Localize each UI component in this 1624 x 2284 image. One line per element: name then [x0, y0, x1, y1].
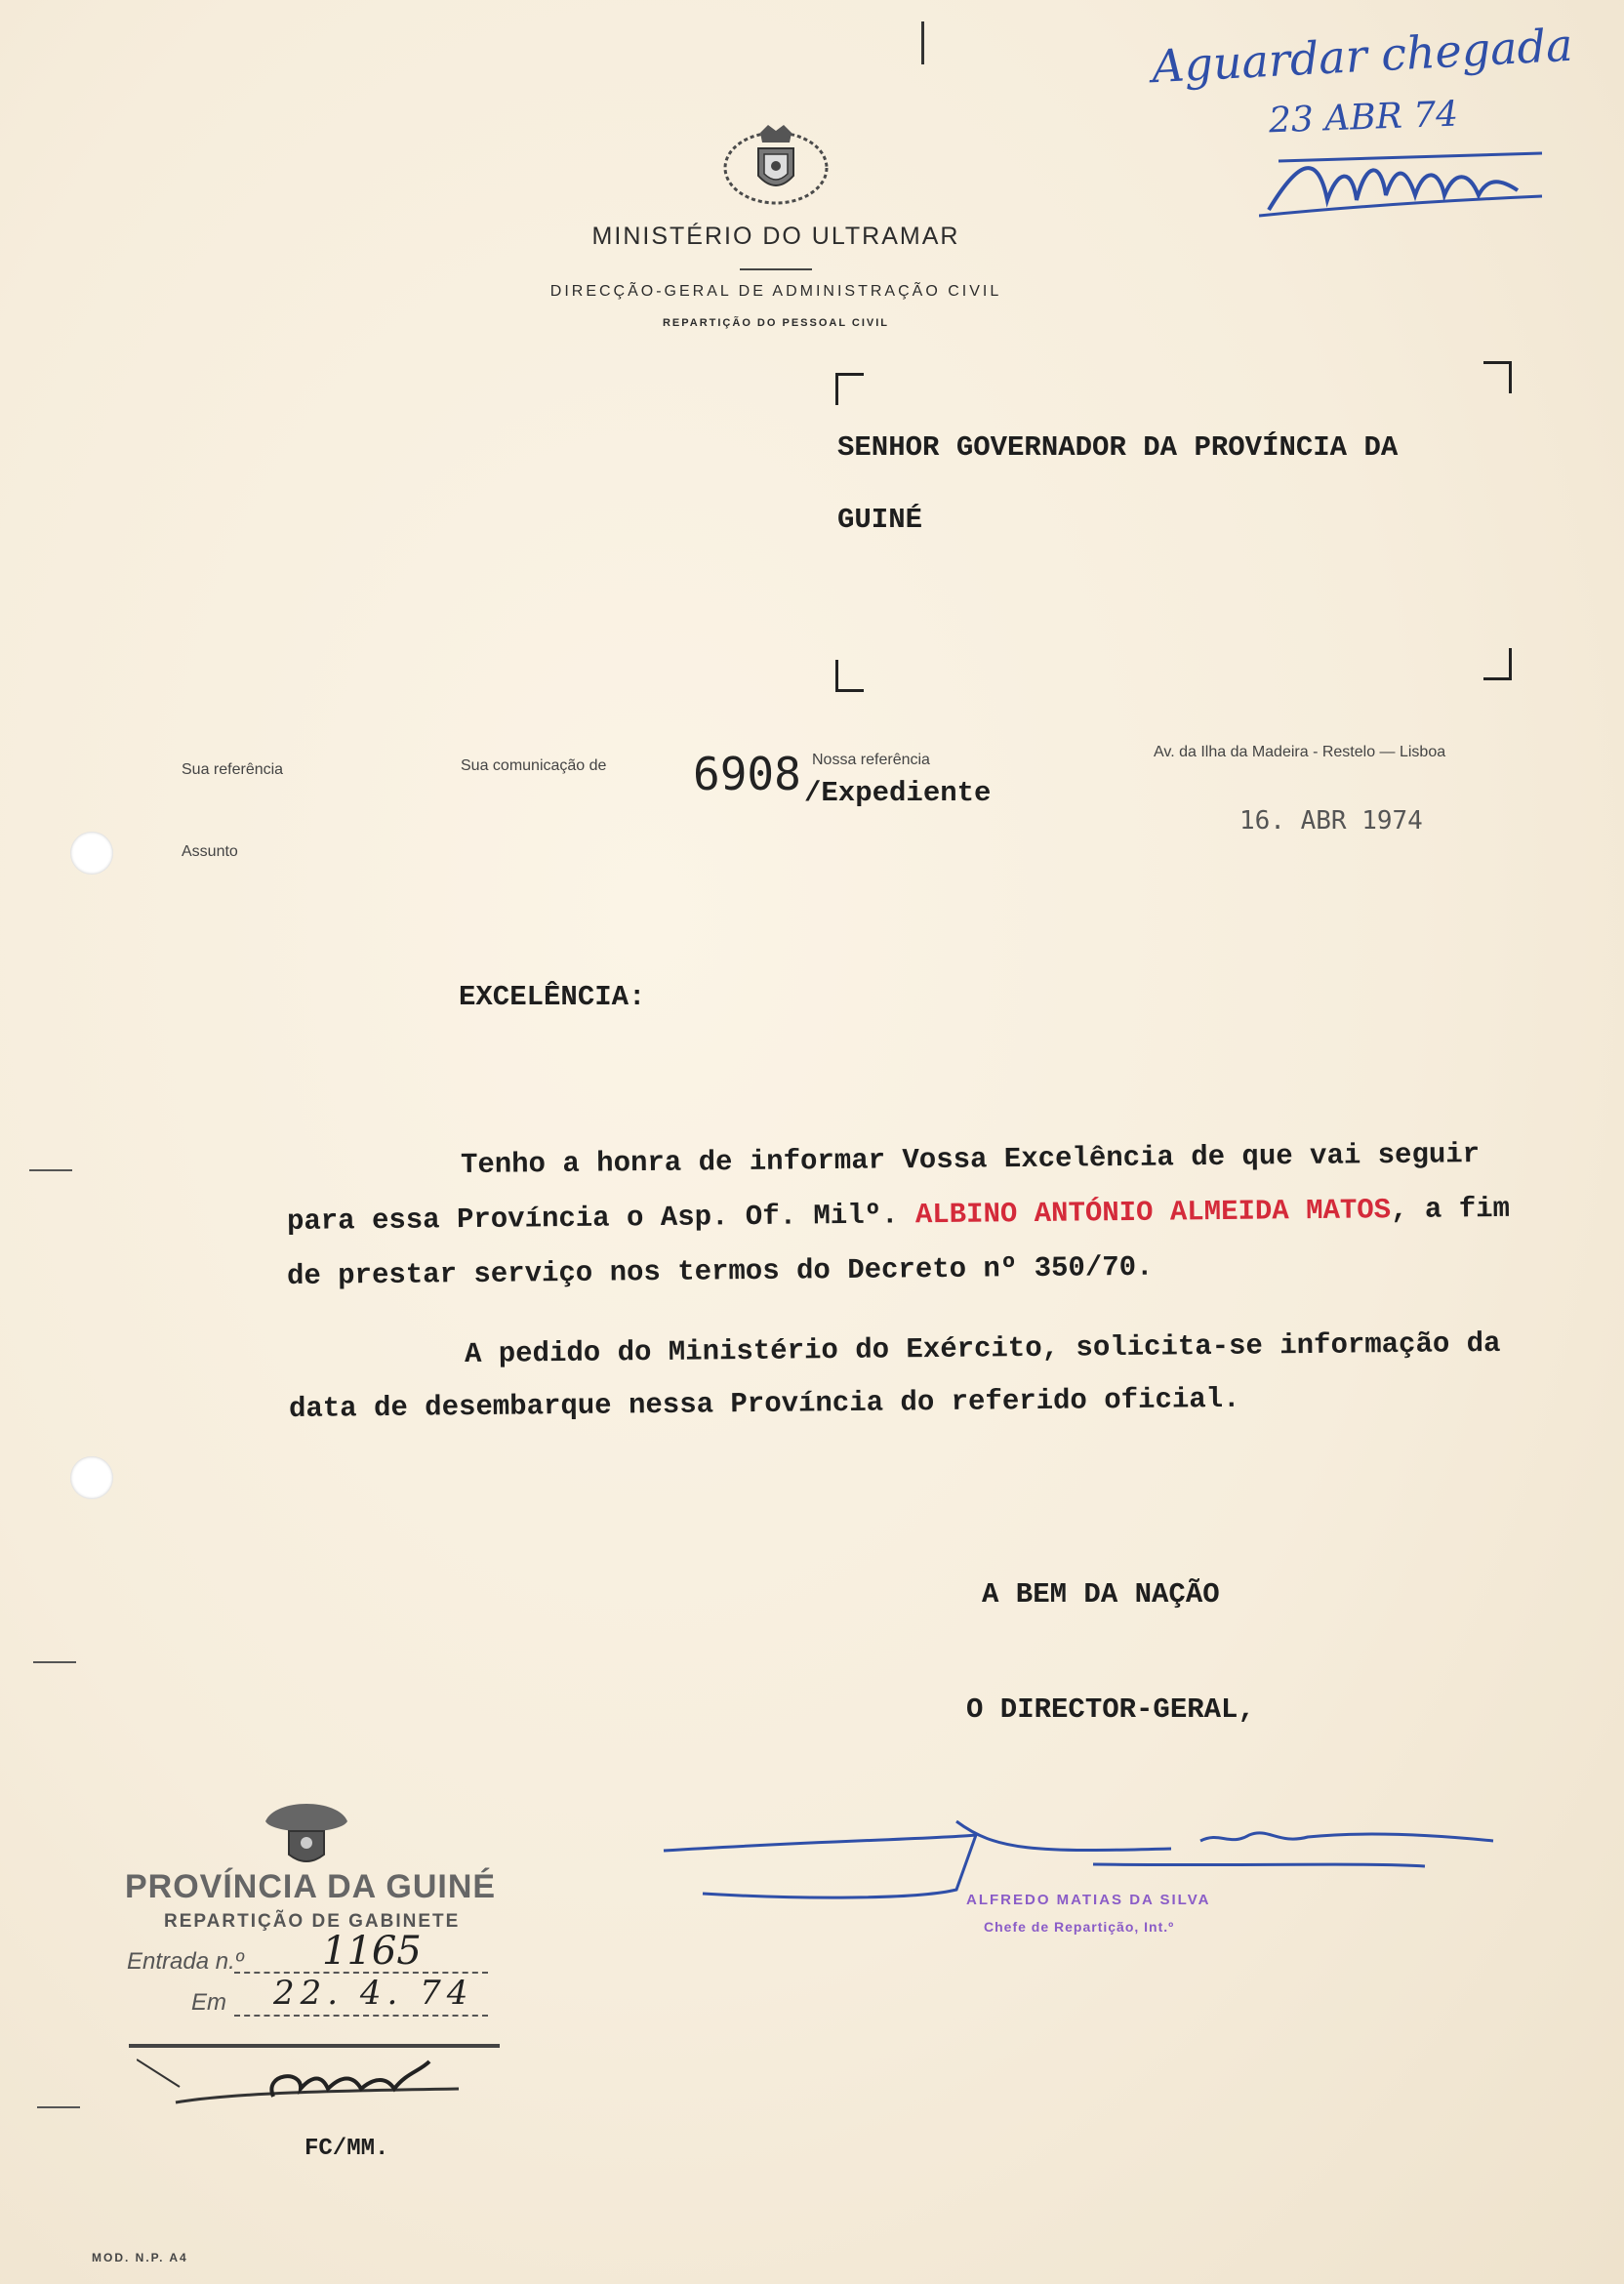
handwritten-note-date: 23 ABR 74 [1268, 94, 1459, 142]
section-title: REPARTIÇÃO DO PESSOAL CIVIL [662, 317, 890, 329]
stamp-em-line [234, 2013, 488, 2017]
typist-initials: FC/MM. [304, 2136, 389, 2162]
stamp-entrada-label: Entrada n.º [127, 1948, 244, 1975]
stamp-em-value: 22. 4. 74 [273, 1974, 474, 2013]
direction-title: DIRECÇÃO-GERAL DE ADMINISTRAÇÃO CIVIL [549, 283, 1002, 300]
form-code: MOD. N.P. A4 [92, 2251, 188, 2264]
address-corner-tl [835, 373, 864, 405]
sender-address: Av. da Ilha da Madeira - Restelo — Lisboa [1154, 744, 1446, 760]
signatory-name: ALFREDO MATIAS DA SILVA [966, 1892, 1211, 1908]
stamp-province: PROVÍNCIA DA GUINÉ [125, 1868, 497, 1905]
stamp-bar [129, 2044, 500, 2048]
ministry-title: MINISTÉRIO DO ULTRAMAR [591, 223, 960, 250]
fold-mark [921, 21, 924, 64]
margin-tick [33, 1661, 76, 1663]
label-nossa-referencia: Nossa referência [812, 752, 930, 768]
paragraph1-line1: Tenho a honra de informar Vossa Excelência de que vai seguir [460, 1138, 1481, 1181]
address-corner-tr [1483, 361, 1512, 393]
closing-phrase: A BEM DA NAÇÃO [982, 1578, 1220, 1611]
coat-of-arms-icon [717, 115, 834, 211]
date-stamp: 16. ABR 1974 [1239, 806, 1423, 836]
stamp-em-label: Em [191, 1989, 226, 2016]
margin-tick [29, 1169, 72, 1171]
handwritten-note-line1: Aguardar chegada [1150, 18, 1574, 94]
stamp-signature [137, 2054, 468, 2122]
margin-tick [37, 2106, 80, 2108]
label-assunto: Assunto [182, 843, 238, 860]
reference-expediente: /Expediente [804, 777, 992, 809]
punch-hole-bottom [70, 1456, 113, 1499]
reference-number: 6908 [693, 748, 801, 800]
officer-name: ALBINO ANTÓNIO ALMEIDA MATOS [914, 1194, 1392, 1232]
addressee-line1: SENHOR GOVERNADOR DA PROVÍNCIA DA [837, 431, 1399, 464]
stamp-entrada-value: 1165 [322, 1929, 422, 1974]
stamp-office: REPARTIÇÃO DE GABINETE [164, 1911, 461, 1932]
address-corner-bl [835, 660, 864, 692]
address-corner-br [1483, 648, 1512, 680]
signatory-title: O DIRECTOR-GERAL, [966, 1693, 1255, 1726]
stamp-emblem-icon [256, 1792, 357, 1870]
label-sua-comunicacao: Sua comunicação de [461, 757, 607, 774]
paragraph2-line1: A pedido do Ministério do Exército, solicita-se informação da [464, 1326, 1501, 1370]
ministry-rule [740, 268, 812, 270]
paragraph1-line3: de prestar serviço nos termos do Decreto nº 350/70. [286, 1250, 1154, 1292]
handwritten-signature-top [1259, 142, 1552, 229]
punch-hole-top [70, 832, 113, 875]
paragraph2-line2: data de desembarque nessa Província do referido oficial. [288, 1382, 1240, 1425]
signatory-role: Chefe de Repartição, Int.º [984, 1919, 1175, 1935]
addressee-line2: GUINÉ [837, 504, 923, 536]
paragraph1-line2-start: para essa Província o Asp. Of. Milº. [286, 1199, 899, 1238]
paragraph1-line2 [287, 1194, 1510, 1238]
salutation: EXCELÊNCIA: [459, 981, 646, 1013]
label-sua-referencia: Sua referência [182, 761, 284, 778]
paragraph1-line2-end: , a fim [1390, 1192, 1511, 1227]
